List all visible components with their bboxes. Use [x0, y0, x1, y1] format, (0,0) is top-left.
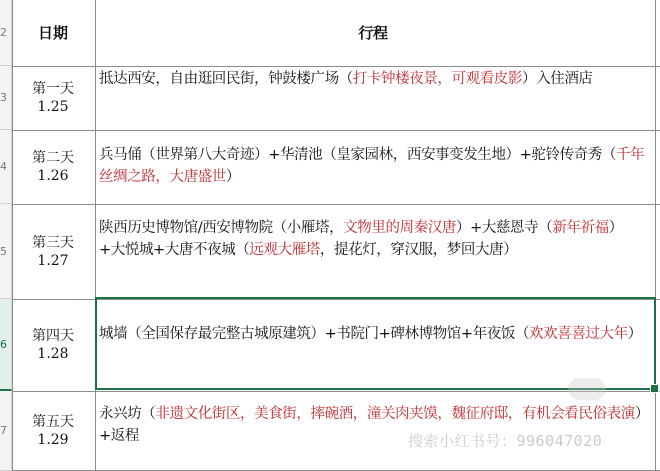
row-divider [12, 391, 660, 392]
highlight-text: 欢欢喜喜过大年 [529, 326, 628, 342]
row-number-label: 3 [0, 91, 7, 104]
highlight-text: 非遗文化街区，美食街，摔碗酒，潼关肉夹馍，魏征府邸，有机会看民俗表演 [155, 406, 635, 422]
header-itinerary-cell[interactable] [99, 0, 647, 66]
day-label: 第一天 [32, 81, 74, 97]
itinerary-text: ） [225, 169, 241, 185]
itinerary-text: 永兴坊（ [99, 406, 156, 422]
selected-cell-border [95, 297, 656, 390]
itinerary-text: ）+大悦城+大唐不夜城（ [99, 220, 623, 258]
row-number-6[interactable] [0, 299, 12, 391]
date-cell-day4[interactable] [13, 299, 93, 391]
fill-handle[interactable] [650, 384, 659, 393]
row-divider [12, 204, 660, 205]
row-number-label: 4 [0, 160, 7, 173]
row-number-label: 2 [0, 26, 7, 39]
date-label: 1.26 [37, 168, 69, 184]
date-label: 1.27 [37, 252, 69, 269]
highlight-text: 文物里的周秦汉唐 [343, 220, 456, 236]
date-cell-day1[interactable] [13, 66, 93, 130]
highlight-text: 打卡钟楼夜景，可观看皮影 [352, 71, 523, 87]
itinerary-text: 陕西历史博物馆/西安博物院（小雁塔， [99, 220, 344, 236]
day-label: 第三天 [32, 234, 74, 251]
row-number-label: 7 [0, 424, 7, 437]
date-cell-day2[interactable] [13, 130, 93, 204]
date-cell-day3[interactable] [13, 204, 93, 299]
column-divider [95, 0, 96, 471]
header-itinerary-label: 行程 [358, 24, 388, 42]
highlight-text: 千年丝绸之路，大唐盛世 [99, 147, 645, 185]
date-cell-day5[interactable] [13, 391, 93, 471]
itinerary-text: ） [627, 326, 642, 342]
watermark-text: 搜索小红书号：996047020 [408, 432, 603, 450]
row-divider [12, 66, 660, 67]
row-divider [12, 130, 660, 131]
date-label: 1.29 [37, 432, 69, 448]
highlight-text: 新年祈福 [552, 220, 609, 236]
itinerary-cell-day1[interactable] [99, 68, 647, 90]
itinerary-text: ，提花灯，穿汉服，梦回大唐） [319, 242, 518, 258]
itinerary-text: 兵马俑（世界第八大奇迹）+华清池（皇家园林，西安事变发生地）+驼铃传奇秀（ [99, 147, 616, 163]
itinerary-text: ）+大慈恩寺（ [456, 220, 553, 236]
row-number-4[interactable] [0, 130, 12, 204]
column-divider [655, 0, 656, 471]
itinerary-text: ）入住酒店 [522, 71, 593, 87]
itinerary-text: ）+返程 [99, 406, 642, 444]
row-number-3[interactable] [0, 66, 12, 130]
row-number-2[interactable] [0, 0, 12, 66]
row-number-label: 5 [0, 244, 7, 258]
date-label: 1.25 [37, 99, 69, 115]
day-label: 第四天 [32, 328, 74, 344]
itinerary-cell-day2[interactable] [99, 144, 647, 188]
row-number-label: 6 [0, 337, 7, 351]
date-label: 1.28 [37, 346, 69, 362]
itinerary-text: 抵达西安，自由逛回民街，钟鼓楼广场（ [99, 71, 353, 87]
itinerary-text: 城墙（全国保存最完整古城原建筑）+书院门+碑林博物馆+年夜饭（ [99, 326, 530, 342]
header-date-cell[interactable] [13, 0, 93, 66]
header-date-label: 日期 [37, 24, 68, 42]
day-label: 第二天 [32, 150, 74, 166]
day-label: 第五天 [32, 414, 74, 430]
itinerary-cell-day3[interactable] [99, 217, 647, 261]
watermark-logo [568, 378, 606, 400]
highlight-text: 远观大雁塔 [249, 242, 320, 258]
row-number-7[interactable] [0, 391, 12, 471]
row-number-5[interactable] [0, 204, 12, 299]
